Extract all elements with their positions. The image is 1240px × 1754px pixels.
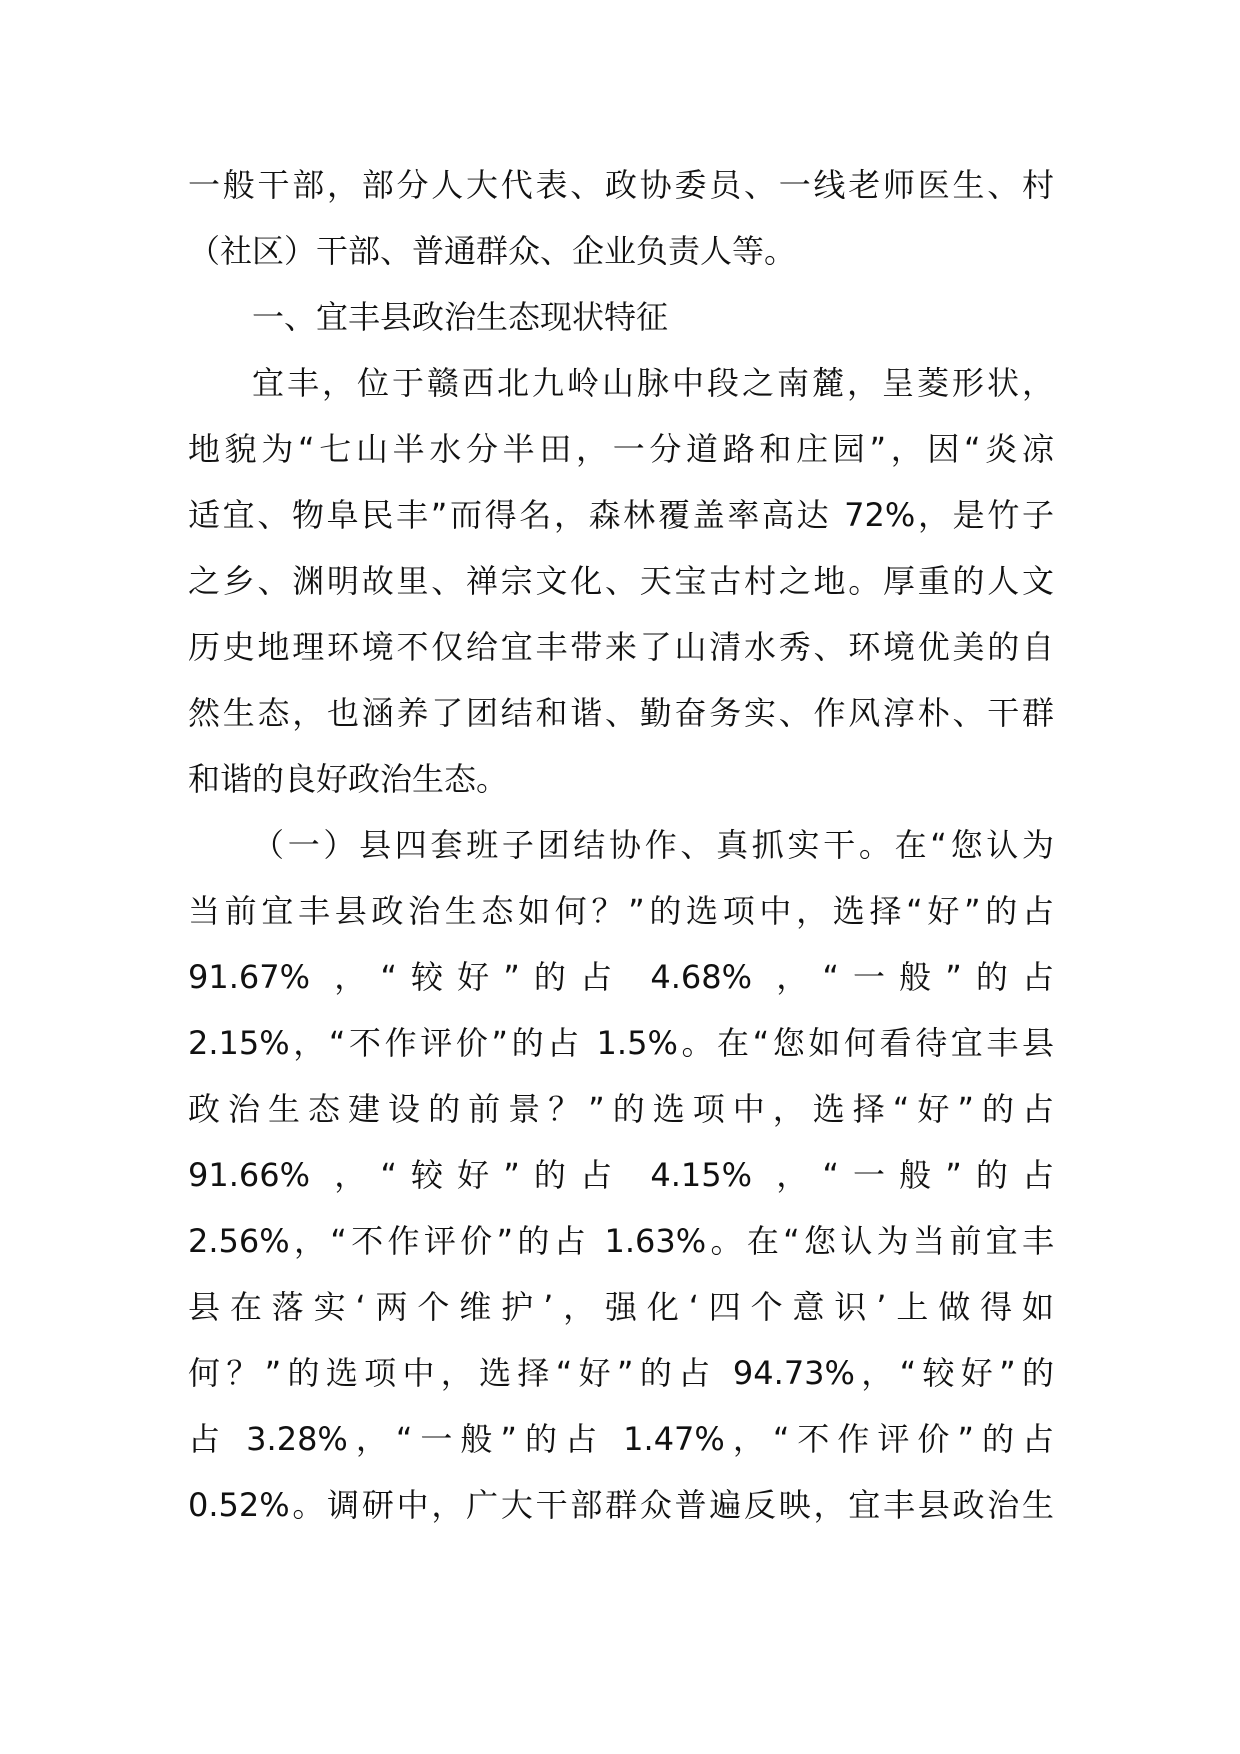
- text-line: 占 3.28%，“一般”的占 1.47%，“不作评价”的占: [188, 1420, 1054, 1458]
- text-line: 然生态，也涵养了团结和谐、勤奋务实、作风淳朴、干群: [188, 694, 1054, 732]
- text-line: 适宜、物阜民丰”而得名，森林覆盖率高达 72%，是竹子: [188, 496, 1054, 534]
- section-heading: 一、宜丰县政治生态现状特征: [252, 298, 669, 336]
- text-line: 之乡、渊明故里、禅宗文化、天宝古村之地。厚重的人文: [188, 562, 1054, 600]
- text-line: 历史地理环境不仅给宜丰带来了山清水秀、环境优美的自: [188, 628, 1054, 666]
- text-line: 2.15%，“不作评价”的占 1.5%。在“您如何看待宜丰县: [188, 1024, 1054, 1062]
- document-body: [188, 152, 1054, 1538]
- text-line: （社区）干部、普通群众、企业负责人等。: [188, 232, 797, 270]
- text-line: 一般干部，部分人大代表、政协委员、一线老师医生、村: [188, 166, 1054, 204]
- text-line: 县在落实‘两个维护’，强化‘四个意识’上做得如: [188, 1288, 1054, 1326]
- text-line: 2.56%，“不作评价”的占 1.63%。在“您认为当前宜丰: [188, 1222, 1054, 1260]
- text-line: 当前宜丰县政治生态如何？”的选项中，选择“好”的占: [188, 892, 1054, 930]
- text-line: 0.52%。调研中，广大干部群众普遍反映，宜丰县政治生: [188, 1486, 1054, 1524]
- text-line: 91.67% ，“较好”的占 4.68% ，“一般”的占: [188, 958, 1054, 996]
- text-line: 地貌为“七山半水分半田，一分道路和庄园”，因“炎凉: [188, 430, 1054, 468]
- subsection-heading-line: （一）县四套班子团结协作、真抓实干。在“您认为: [252, 826, 1054, 864]
- text-line: 政治生态建设的前景？”的选项中，选择“好”的占: [188, 1090, 1054, 1128]
- text-line: 91.66% ，“较好”的占 4.15% ，“一般”的占: [188, 1156, 1054, 1194]
- text-line: 宜丰，位于赣西北九岭山脉中段之南麓，呈菱形状，: [252, 364, 1054, 402]
- text-line: 和谐的良好政治生态。: [188, 760, 509, 798]
- text-line: 何？”的选项中，选择“好”的占 94.73%，“较好”的: [188, 1354, 1054, 1392]
